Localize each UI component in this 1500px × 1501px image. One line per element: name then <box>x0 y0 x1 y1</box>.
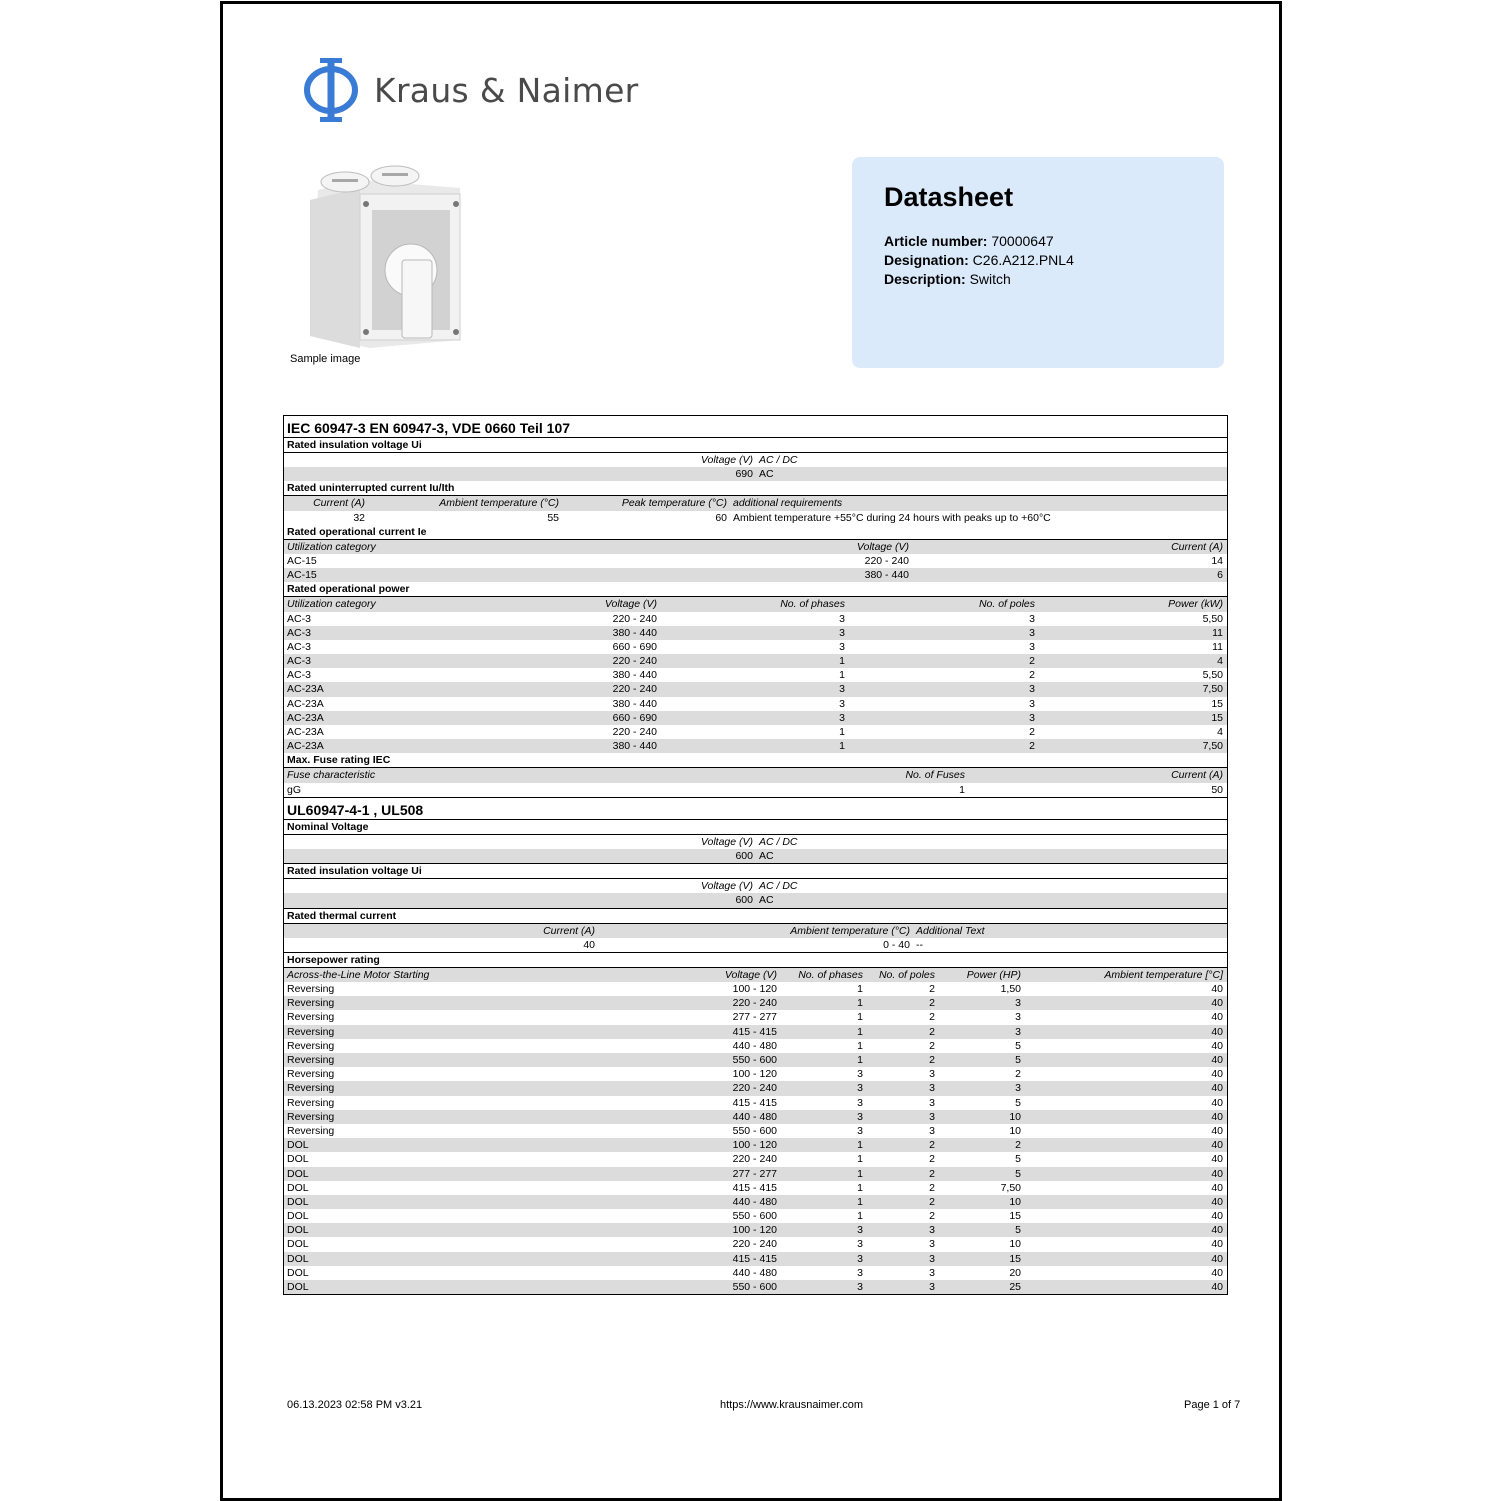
table-header: Utilization category Voltage (V) Current (A) <box>284 540 1227 554</box>
section-label: Horsepower rating <box>284 952 1227 968</box>
section-label: Max. Fuse rating IEC <box>284 753 1227 768</box>
table-row: DOL 415 - 415 1 2 7,50 40 <box>287 1181 1223 1194</box>
table-row: 32 55 60 Ambient temperature +55°C during 24 hours with peaks up to +60°C <box>353 511 1051 524</box>
description: Description: Switch <box>884 271 1011 287</box>
ul-section-title: UL60947-4-1 , UL508 <box>284 797 1227 820</box>
section-label: Rated operational current Ie <box>284 525 1227 540</box>
table-row: 40 0 - 40 -- <box>583 938 923 951</box>
table-row: DOL 550 - 600 3 3 25 40 <box>284 1280 1227 1294</box>
table-header: Utilization category Voltage (V) No. of phases No. of poles Power (kW) <box>284 597 1227 611</box>
footer-url[interactable]: https://www.krausnaimer.com <box>720 1399 864 1411</box>
image-caption: Sample image <box>290 353 361 365</box>
table-row: AC-23A 220 - 240 3 3 7,50 <box>284 682 1227 696</box>
table-row: gG 1 50 <box>287 783 1223 796</box>
section-label: Rated operational power <box>284 582 1227 597</box>
table-row: AC-3 660 - 690 3 3 11 <box>287 640 1223 653</box>
table-row: Reversing 415 - 415 3 3 5 40 <box>287 1096 1223 1109</box>
section-label: Rated insulation voltage Ui <box>284 863 1227 879</box>
section-label: Rated thermal current <box>284 908 1227 924</box>
table-row: Reversing 100 - 120 3 3 2 40 <box>287 1068 1223 1081</box>
footer-timestamp: 06.13.2023 02:58 PM v3.21 <box>287 1399 423 1411</box>
table-row: DOL 100 - 120 1 2 2 40 <box>284 1138 1227 1152</box>
section-label: Rated uninterrupted current Iu/Ith <box>284 481 1227 496</box>
table-header: Voltage (V) AC / DC <box>700 880 798 893</box>
designation: Designation: C26.A212.PNL4 <box>884 252 1074 268</box>
table-row: Reversing 440 - 480 1 2 5 40 <box>287 1039 1223 1052</box>
phi-logo-icon <box>302 56 360 124</box>
table-row: AC-23A 660 - 690 3 3 15 <box>284 711 1227 725</box>
table-row: AC-3 220 - 240 3 3 5,50 <box>287 612 1223 625</box>
table-row: Reversing 440 - 480 3 3 10 40 <box>284 1110 1227 1124</box>
table-row: AC-23A 220 - 240 1 2 4 <box>287 726 1223 738</box>
table-row: AC-3 220 - 240 1 2 4 <box>284 654 1227 668</box>
table-row: DOL 415 - 415 3 3 15 40 <box>284 1252 1227 1266</box>
table-row: DOL 440 - 480 3 3 20 40 <box>287 1266 1223 1279</box>
table-row: 690 AC <box>284 467 1227 481</box>
table-header: Across-the-Line Motor Starting Voltage (V) No. of phases No. of poles Power (HP) Ambient temperature [°C] <box>284 968 1227 982</box>
section-label: Rated insulation voltage Ui <box>284 438 1227 453</box>
datasheet-title: Datasheet <box>884 182 1014 212</box>
brand-logo <box>302 56 639 124</box>
table-row: AC-15 220 - 240 14 <box>287 554 1223 567</box>
table-row: 600 AC <box>284 849 1227 863</box>
table-row: DOL 440 - 480 1 2 10 40 <box>284 1195 1227 1209</box>
spec-table <box>283 415 1228 1295</box>
rotary-switch-enclosure-icon <box>300 160 472 350</box>
table-header: Current (A) Ambient temperature (°C) Additional Text <box>284 924 1227 938</box>
table-row: AC-15 380 - 440 6 <box>284 568 1227 582</box>
table-row: DOL 220 - 240 3 3 10 40 <box>287 1238 1223 1251</box>
article-number: Article number: 70000647 <box>884 233 1054 249</box>
table-header: Voltage (V) AC / DC <box>700 454 798 466</box>
table-row: Reversing 550 - 600 1 2 5 40 <box>284 1053 1227 1067</box>
table-row: Reversing 415 - 415 1 2 3 40 <box>284 1025 1227 1039</box>
table-row: Reversing 220 - 240 1 2 3 40 <box>284 996 1227 1010</box>
table-row: Reversing 220 - 240 3 3 3 40 <box>284 1081 1227 1095</box>
table-row: DOL 550 - 600 1 2 15 40 <box>287 1210 1223 1223</box>
datasheet-info-box <box>852 157 1224 368</box>
table-row: 600 AC <box>284 893 1227 907</box>
table-header: Current (A) Ambient temperature (°C) Peak temperature (°C) additional requirements <box>284 496 1227 510</box>
table-row: DOL 277 - 277 1 2 5 40 <box>284 1167 1227 1181</box>
table-row: AC-3 380 - 440 3 3 11 <box>284 626 1227 640</box>
table-row: Reversing 550 - 600 3 3 10 40 <box>287 1124 1223 1137</box>
table-row: Reversing 100 - 120 1 2 1,50 40 <box>287 983 1223 996</box>
footer-page-number: Page 1 of 7 <box>1184 1399 1241 1411</box>
section-label: Nominal Voltage <box>284 820 1227 835</box>
table-header: Fuse characteristic No. of Fuses Current (A) <box>284 768 1227 782</box>
table-row: AC-3 380 - 440 1 2 5,50 <box>287 669 1223 682</box>
table-row: DOL 220 - 240 1 2 5 40 <box>287 1153 1223 1166</box>
table-row: Reversing 277 - 277 1 2 3 40 <box>287 1011 1223 1024</box>
table-row: DOL 100 - 120 3 3 5 40 <box>284 1223 1227 1237</box>
table-row: AC-23A 380 - 440 1 2 7,50 <box>284 739 1227 753</box>
iec-section-title: IEC 60947-3 EN 60947-3, VDE 0660 Teil 107 <box>284 416 1227 438</box>
table-header: Voltage (V) AC / DC <box>700 835 798 848</box>
table-row: AC-23A 380 - 440 3 3 15 <box>287 697 1223 710</box>
brand-name: Kraus & Naimer <box>374 70 639 110</box>
